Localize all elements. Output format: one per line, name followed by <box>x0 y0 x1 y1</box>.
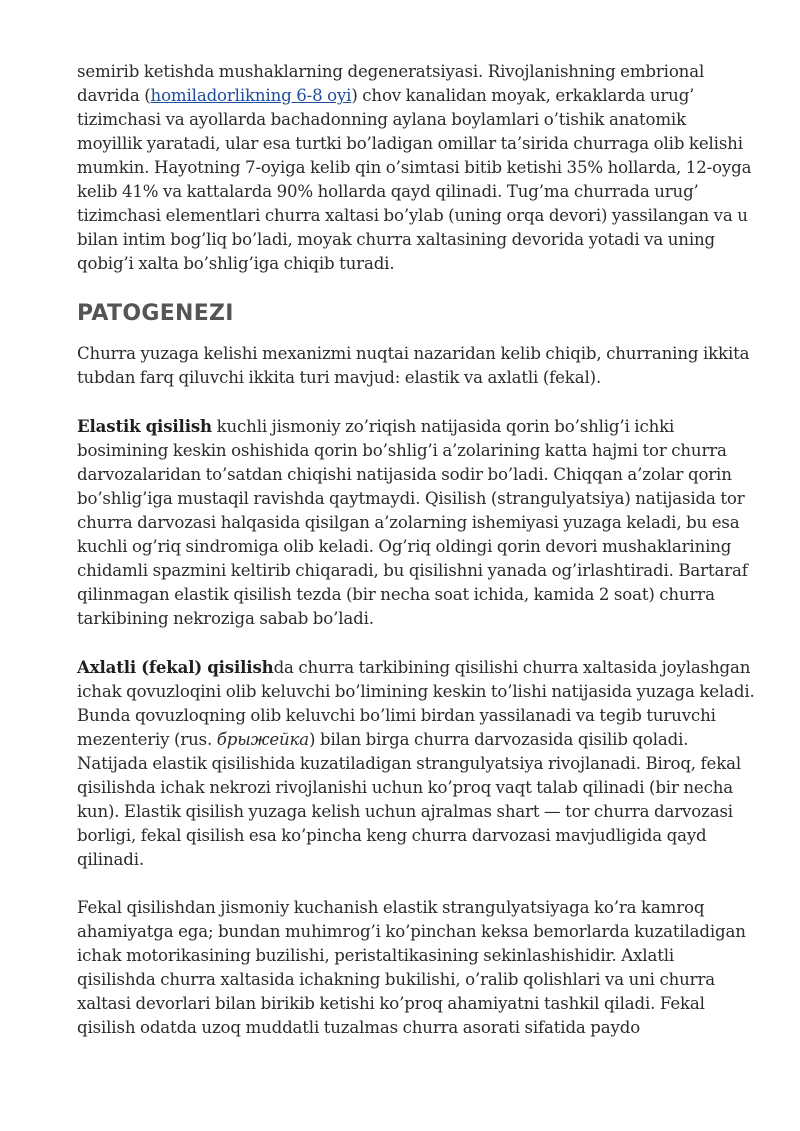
paragraph-mechanism: Churra yuzaga kelishi mexanizmi nuqtai nazaridan kelib chiqib, churraning ikkita tubdan farq qiluvchi ikkita turi mavjud: elastik va axlatli (fekal). <box>77 344 750 387</box>
term-fecal-strangulation: Axlatli (fekal) qisilish <box>77 657 274 677</box>
pregnancy-period-link[interactable]: homiladorlikning 6-8 oyi <box>150 86 352 105</box>
paragraph-text: semirib ketishda mushaklarning degeneratsiyasi. Rivojlanishning embrional davrida ( <box>77 62 705 105</box>
paragraph-text: kuchli jismoniy zo’riqish natijasida qorin bo’shlig’i ichki bosimining keskin oshishida qorin bo’shlig’i a’zolarining katta hajmi tor churra darvozalaridan to’satdan chiqishi natijasida sodir bo’ladi. Chiqqan a’zolar qorin bo’shlig’iga mustaqil ravishda qaytmaydi. Qisilish (strangulyatsiya) natijasida tor churra darvozasi halqasida qisilgan a’zolarning ishemiyasi yuzaga keladi, bu esa kuchli og’riq sindromiga olib keladi. Og’riq oldingi qorin devori mushaklarining chidamli spazmini keltirib chiqaradi, bu qisilishni yanada og’irlashtiradi. Bartaraf qilinmagan elastik qisilish tezda (bir necha soat ichida, kamida 2 soat) churra tarkibining nekroziga sabab bo’ladi. <box>77 417 748 628</box>
paragraph-fecal-strangulation <box>77 655 755 872</box>
paragraph-text: da churra tarkibining qisilishi churra xaltasida joylashgan ichak qovuzloqini olib keluvchi bo’limining keskin to’lishi natijasida yuzaga keladi. Bunda qovuzloqning olib keluvchi bo’limi birdan yassilanadi va tegib turuvchi mezenteriy (rus. <box>77 658 755 749</box>
russian-term: брыжейка <box>216 730 310 749</box>
paragraph-elastic-strangulation <box>77 414 755 631</box>
section-heading-patogenezi: PATOGENEZI <box>77 301 234 326</box>
paragraph-fecal-factors: Fekal qisilishdan jismoniy kuchanish elastik strangulyatsiyaga ko’ra kamroq ahamiyatga ega; bundan muhimrog’i ko’pinchan keksa bemorlarda kuzatiladigan ichak motorikasining buzilishi, peristaltikasining sekinlashishidir. Axlatli qisilishda churra xaltasida ichakning bukilishi, o’ralib qolishlari va uni churra xaltasi devorlari bilan birikib ketishi ko’proq ahamiyatni tashkil qiladi. Fekal qisilish odatda uzoq muddatli tuzalmas churra asorati sifatida paydo <box>77 898 746 1037</box>
term-elastic-strangulation: Elastik qisilish <box>77 416 212 436</box>
paragraph-text: ) bilan birga churra darvozasida qisilib qoladi. Natijada elastik qisilishida kuzatiladigan strangulyatsiya rivojlanadi. Biroq, fekal qisilishda ichak nekrozi rivojlanishi uchun ko’proq vaqt talab qilinadi (bir necha kun). Elastik qisilish yuzaga kelish uchun ajralmas shart — tor churra darvozasi borligi, fekal qisilish esa ko’pincha keng churra darvozasi mavjudligida qayd qilinadi. <box>77 730 742 869</box>
paragraph-text: ) chov kanalidan moyak, erkaklarda urug’ tizimchasi va ayollarda bachadonning aylana boylamlari o’tishik anatomik moyillik yaratadi, ular esa turtki bo’ladigan omillar ta’sirida churraga olib kelishi mumkin. Hayotning 7-oyiga kelib qin o’simtasi bitib ketishi 35% hollarda, 12-oyga kelib 41% va kattalarda 90% hollarda qayd qilinadi. Tug’ma churrada urug’ tizimchasi elementlari churra xaltasi bo’ylab (uning orqa devori) yassilangan va u bilan intim bog’liq bo’ladi, moyak churra xaltasining devorida yotadi va uning qobig’i xalta bo’shlig’iga chiqib turadi. <box>77 86 752 273</box>
paragraph-embryonal <box>77 60 755 276</box>
